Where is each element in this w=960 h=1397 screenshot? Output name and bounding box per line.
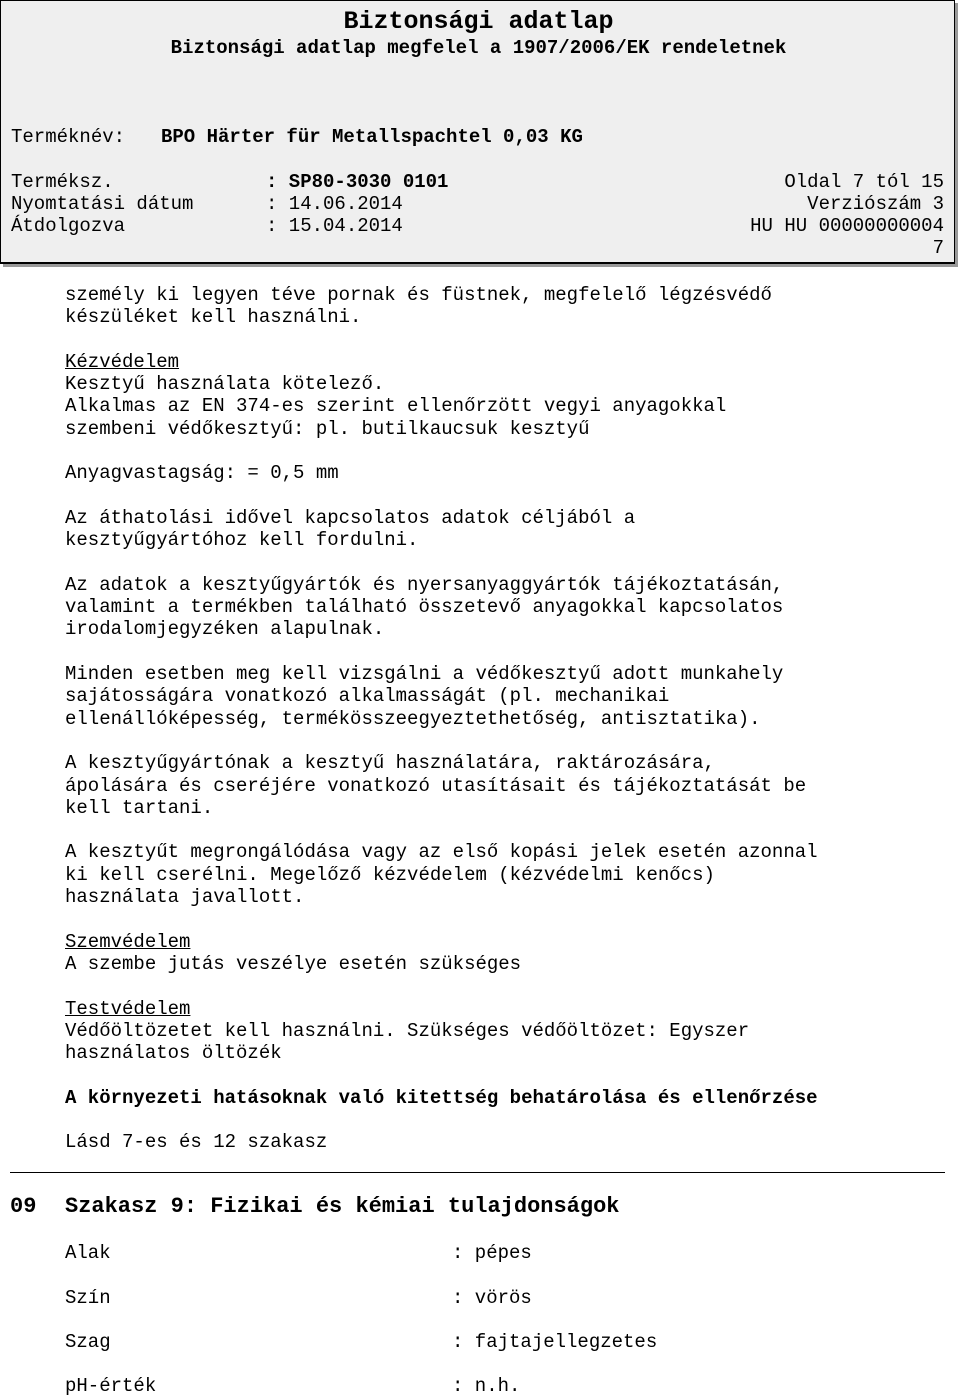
document-header [0, 0, 955, 264]
version-info: Verziószám 3 [807, 193, 944, 215]
hand-paragraph-6: A kesztyűgyártónak a kesztyű használatára, raktározására, ápolására és cseréjére vonatkozó utasításait és tájékoztatását be kell tartani. [65, 752, 807, 819]
property-label: pH-érték [65, 1375, 157, 1397]
section-divider [10, 1172, 945, 1173]
property-label: Alak [65, 1242, 111, 1264]
document-subtitle: Biztonsági adatlap megfelel a 1907/2006/EK rendeletnek [170, 37, 787, 59]
property-label: Szag [65, 1331, 111, 1353]
eye-paragraph: A szembe jutás veszélye esetén szükséges [65, 952, 522, 975]
hand-paragraph-7: A kesztyűt megrongálódása vagy az első kopási jelek esetén azonnal ki kell cserélni. Megelőző kézvédelem (kézvédelmi kenőcs) használata javallott. [65, 841, 818, 909]
property-value: : n.h. [452, 1375, 521, 1397]
product-no: : SP80-3030 0101 [266, 171, 449, 193]
section-title: Szakasz 9: Fizikai és kémiai tulajdonságok [65, 1194, 620, 1219]
hand-paragraph-2: Anyagvastagság: = 0,5 mm [65, 462, 339, 485]
intro-paragraph: személy ki legyen téve pornak és füstnek, megfelelő légzésvédő készüléket kell használni. [65, 284, 772, 329]
hand-paragraph-3: Az áthatolási idővel kapcsolatos adatok céljából a kesztyűgyártóhoz kell fordulni. [65, 506, 636, 552]
hand-paragraph-5: Minden esetben meg kell vizsgálni a védőkesztyű adott munkahely sajátosságára vonatkozó alkalmasságát (pl. mechanikai ellenállóképesség, termékösszeegyeztethetőség, antisztatika). [65, 663, 784, 730]
print-date: : 14.06.2014 [266, 193, 403, 215]
hand-paragraph-4: Az adatok a kesztyűgyártók és nyersanyaggyártók tájékoztatásán, valamint a termékben található összetevő anyagokkal kapcsolatos irodalomjegyzéken alapulnak. [65, 573, 784, 641]
property-value: : pépes [452, 1242, 532, 1264]
body-protection-heading: Testvédelem [65, 997, 191, 1020]
environmental-exposure-heading: A környezeti hatásoknak való kitettség behatárolása és ellenőrzése [65, 1086, 818, 1109]
property-value: : fajtajellegzetes [452, 1331, 658, 1353]
hand-paragraph-1: Kesztyű használata kötelező. Alkalmas az EN 374-es szerint ellenőrzött vegyi anyagokkal szembeni védőkesztyű: pl. butilkaucsuk kesztyű [65, 373, 727, 440]
property-label: Szín [65, 1287, 111, 1309]
body-paragraph: Védőöltözetet kell használni. Szükséges védőöltözet: Egyszer használatos öltözék [65, 1019, 750, 1065]
property-value: : vörös [452, 1287, 532, 1309]
product-name: BPO Härter für Metallspachtel 0,03 KG [161, 126, 583, 148]
environmental-paragraph: Lásd 7-es és 12 szakasz [65, 1131, 328, 1154]
product-no-label: Terméksz. [11, 171, 114, 193]
hand-protection-heading: Kézvédelem [65, 350, 180, 373]
doc-code-suffix: 7 [932, 237, 944, 259]
eye-protection-heading: Szemvédelem [65, 930, 191, 953]
revised-date: : 15.04.2014 [266, 215, 403, 237]
document-title: Biztonsági adatlap [343, 7, 614, 36]
doc-code: HU HU 00000000004 [750, 215, 944, 237]
product-name-label: Terméknév: [11, 126, 126, 148]
page-info: Oldal 7 tól 15 [784, 171, 944, 193]
section-number: 09 [10, 1194, 37, 1219]
print-date-label: Nyomtatási dátum [11, 193, 194, 215]
revised-label: Átdolgozva [11, 215, 126, 237]
section8-content [65, 284, 945, 1176]
